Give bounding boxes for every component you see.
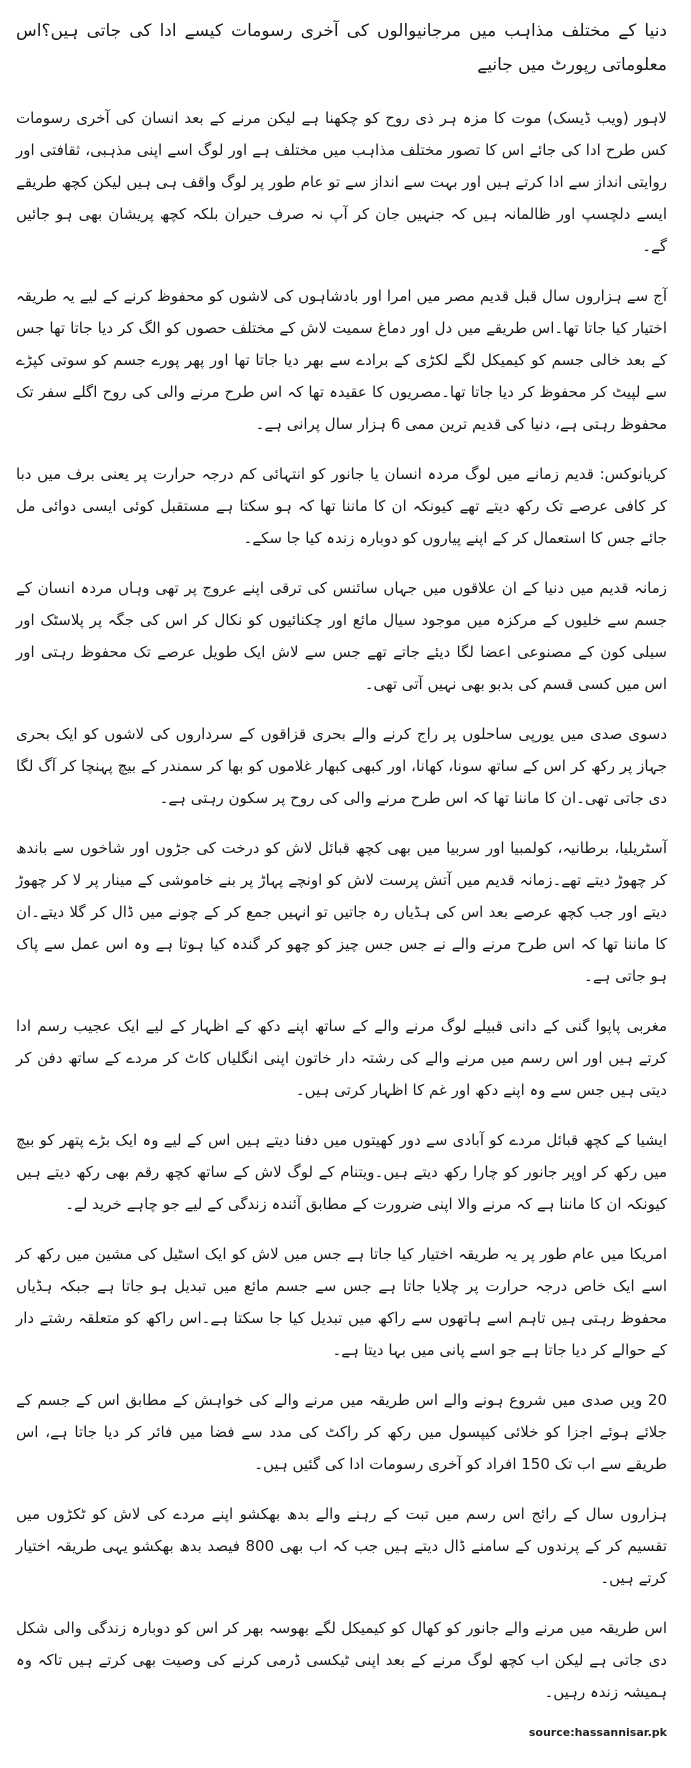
paragraph-space-burial: 20 ویں صدی میں شروع ہونے والے اس طریقہ میں مرنے والے کی خواہش کے مطابق اس کے جسم کے جلائے ہوئے اجزا کو خلائی کیپسول میں رکھ کر راکٹ کی مدد سے فضا میں فائر کر دیا جاتا ہے، اس طریقے سے اب تک 150 افراد کو آخری رسومات ادا کی گئیں ہیں۔	[16, 1391, 667, 1473]
paragraph-asia-vietnam: ایشیا کے کچھ قبائل مردے کو آبادی سے دور کھیتوں میں دفنا دیتے ہیں اس کے لیے وہ ایک بڑے پتھر کو بیچ میں رکھ کر اوپر جانور کو چارا رکھ دیتے ہیں۔ویتنام کے لوگ لاش کے ساتھ کچھ رقم بھی رکھ دیتے ہیں کیونکہ ان کا ماننا ہے کہ مرنے والا اپنی ضرورت کے مطابق آئندہ زندگی کے لیے جو چاہے خرید لے۔	[16, 1131, 667, 1213]
paragraph-egypt-mummy: آج سے ہزاروں سال قبل قدیم مصر میں امرا اور بادشاہوں کی لاشوں کو محفوظ کرنے کے لیے یہ طریقہ اختیار کیا جاتا تھا۔اس طریقے میں دل اور دماغ سمیت لاش کے مختلف حصوں کو الگ کر دیا جاتا تھا جس کے بعد خالی جسم کو کیمیکل لگے لکڑی کے برادے سے بھر دیا جاتا تھا اور پھر پورے جسم کو سوتی کپڑے سے لپیٹ کر محفوظ کر دیا جاتا تھا۔مصریوں کا عقیدہ تھا کہ اس طرح مرنے والی کی روح اگلے سفر تک محفوظ رہتی ہے، دنیا کی قدیم ترین ممی 6 ہزار سال پرانی ہے۔	[16, 287, 667, 433]
paragraph-cryonics: کریانوکس: قدیم زمانے میں لوگ مردہ انسان یا جانور کو انتہائی کم درجہ حرارت پر یعنی برف میں دبا کر کافی عرصے تک رکھ دیتے تھے کیونکہ ان کا ماننا تھا کہ ہو سکتا ہے مستقبل کوئی ایسی دوائی مل جائے جس کا استعمال کر کے اپنے پیاروں کو دوبارہ زندہ کیا جا سکے۔	[16, 465, 667, 547]
paragraph-tree-burial-tower: آسٹریلیا، برطانیہ، کولمبیا اور سربیا میں بھی کچھ قبائل لاش کو درخت کی جڑوں اور شاخوں سے باندھ کر چھوڑ دیتے تھے۔زمانہ قدیم میں آتش پرست لاش کو اونچے پہاڑ پر بنے خاموشی کے مینار پر لا کر چھوڑ دیتے اور جب کچھ عرصے بعد اس کی ہڈیاں رہ جاتیں تو انہیں جمع کر کے چونے میں ڈال کر گلا دیتے۔ان کا ماننا تھا کہ اس طرح مرنے والے نے جس جس چیز کو چھو کر گندہ کیا ہوتا ہے وہ اس عمل سے پاک ہو جاتی ہے۔	[16, 839, 667, 985]
paragraph-viking-ship: دسوی صدی میں یورپی ساحلوں پر راج کرنے والے بحری قزاقوں کے سرداروں کی لاشوں کو ایک بحری جہاز پر رکھ کر اس کے ساتھ سونا، کھانا، اور کبھی کبھار غلاموں کو بھا کر سمندر کے بیچ پہنچا کر آگ لگا دی جاتی تھی۔ان کا ماننا تھا کہ اس طرح مرنے والی کی روح پر سکون رہتی ہے۔	[16, 725, 667, 807]
paragraph-sky-burial: ہزاروں سال کے رائج اس رسم میں تبت کے رہنے والے بدھ بھکشو اپنے مردے کی لاش کو ٹکڑوں میں تقسیم کر کے پرندوں کے سامنے ڈال دیتے ہیں جب کہ اب بھی 800 فیصد بدھ بھکشو یہی طریقہ اختیار کرتے ہیں۔	[16, 1505, 667, 1587]
paragraph-america-resomation: امریکا میں عام طور پر یہ طریقہ اختیار کیا جاتا ہے جس میں لاش کو ایک اسٹیل کی مشین میں رکھ کر اسے ایک خاص درجہ حرارت پر چلایا جاتا ہے جس سے جسم مائع میں تبدیل ہو جاتا ہے جبکہ ہڈیاں محفوظ رہتی ہیں تاہم اسے ہاتھوں سے راکھ میں تبدیل کیا جا سکتا ہے۔اس راکھ کو متعلقہ رشتے دار کے حوالے کر دیا جاتا ہے جو اسے پانی میں بہا دیتا ہے۔	[16, 1245, 667, 1359]
article-title: دنیا کے مختلف مذاہب میں مرجانیوالوں کی آخری رسومات کیسے ادا کی جاتی ہیں؟اس معلوماتی رپورٹ میں جانیے	[16, 21, 667, 75]
paragraph-taxidermy: اس طریقہ میں مرنے والے جانور کو کھال کو کیمیکل لگے بھوسہ بھر کر اس کو دوبارہ زندگی والی شکل دی جاتی ہے لیکن اب کچھ لوگ مرنے کے بعد اپنی ٹیکسی ڈرمی کرنے کی وصیت بھی کرتے ہیں تاکہ وہ ہمیشہ زندہ رہیں۔	[16, 1619, 667, 1701]
paragraph-dani-tribe: مغربی پاپوا گنی کے دانی قبیلے لوگ مرنے والے کے ساتھ اپنے دکھ کے اظہار کے لیے ایک عجیب رسم ادا کرتے ہیں اور اس رسم میں مرنے والے کی رشتہ دار خاتون اپنی انگلیاں کاٹ کر مردے کے ساتھ دفن کر دیتی ہیں جس سے وہ اپنے دکھ اور غم کا اظہار کرتی ہیں۔	[16, 1017, 667, 1099]
paragraph-intro: لاہور (ویب ڈیسک) موت کا مزہ ہر ذی روح کو چکھنا ہے لیکن مرنے کے بعد انسان کی آخری رسومات کس طرح ادا کی جائے اس کا تصور مختلف مذاہب میں مختلف ہے اور لوگ اسے اپنی مذہبی، ثقافتی اور روایتی انداز سے ادا کرتے ہیں اور بہت سے انداز سے تو عام طور پر لوگ واقف ہی ہیں لیکن کچھ طریقے ایسے دلچسپ اور ظالمانہ ہیں کہ جنہیں جان کر آپ نہ صرف حیران بلکہ کچھ پریشان بھی ہو جائیں گے۔	[16, 109, 667, 255]
source-credit: source:hassannisar.pk	[528, 1726, 667, 1739]
paragraph-plastination: زمانہ قدیم میں دنیا کے ان علاقوں میں جہاں سائنس کی ترقی اپنے عروج پر تھی وہاں مردہ انسان کے جسم سے خلیوں کے مرکزہ میں موجود سیال مائع اور چکنائیوں کو نکال کر اس کی جگہ پر پلاسٹک اور سیلی کون کے مصنوعی اعضا لگا دیئے جاتے تھے جس سے لاش ایک طویل عرصے تک محفوظ رہتی اور اس میں کسی قسم کی بدبو بھی نہیں آتی تھی۔	[16, 579, 667, 693]
